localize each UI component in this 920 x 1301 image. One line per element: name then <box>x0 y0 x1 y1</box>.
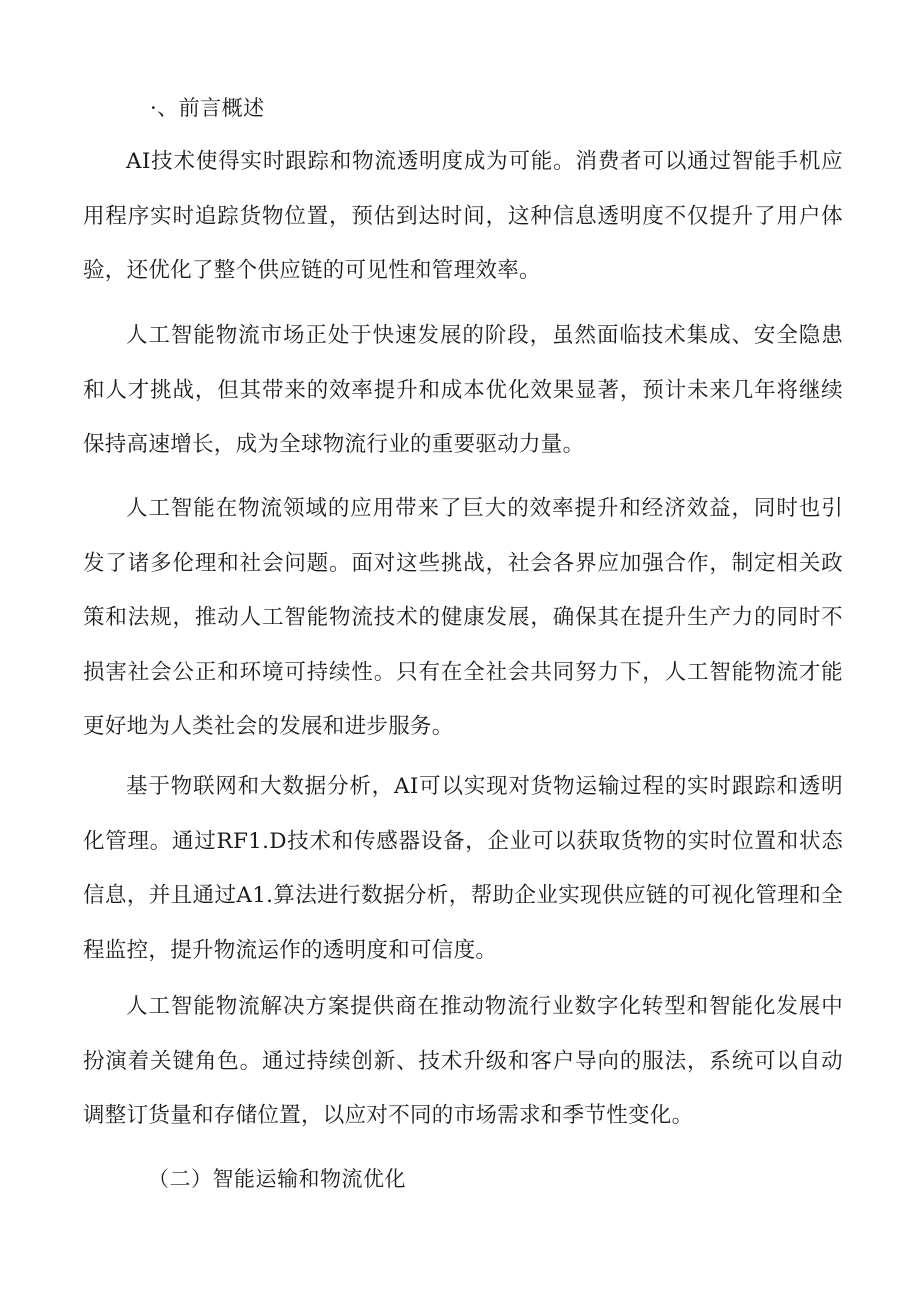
paragraph-solution-providers: 人工智能物流解决方案提供商在推动物流行业数字化转型和智能化发展中扮演着关键角色。通过持续创新、技术升级和客户导向的服法，系统可以自动调整订货量和存储位置，以应对不同的市场需求和季节性变化。 <box>83 994 843 1128</box>
section-heading: ·、前言概述 <box>150 96 265 120</box>
subsection-heading: （二）智能运输和物流优化 <box>148 1167 406 1191</box>
paragraph-ai-tracking: AI技术使得实时跟踪和物流透明度成为可能。消费者可以通过智能手机应用程序实时追踪货物位置，预估到达时间，这种信息透明度不仅提升了用户体验，还优化了整个供应链的可见性和管理效率。 <box>83 149 843 283</box>
paragraph-ethics-society: 人工智能在物流领域的应用带来了巨大的效率提升和经济效益，同时也引发了诸多伦理和社会问题。面对这些挑战，社会各界应加强合作，制定相关政策和法规，推动人工智能物流技术的健康发展，确保其在提升生产力的同时不损害社会公正和环境可持续性。只有在全社会共同努力下，人工智能物流才能更好地为人类社会的发展和进步服务。 <box>83 496 843 739</box>
paragraph-iot-bigdata: 基于物联网和大数据分析，AI可以实现对货物运输过程的实时跟踪和透明化管理。通过RF1.D技术和传感器设备，企业可以获取货物的实时位置和状态信息，并且通过A1.算法进行数据分析，帮助企业实现供应链的可视化管理和全程监控，提升物流运作的透明度和可信度。 <box>83 774 843 963</box>
paragraph-market-growth: 人工智能物流市场正处于快速发展的阶段，虽然面临技术集成、安全隐患和人才挑战，但其带来的效率提升和成本优化效果显著，预计未来几年将继续保持高速增长，成为全球物流行业的重要驱动力量。 <box>83 323 843 457</box>
